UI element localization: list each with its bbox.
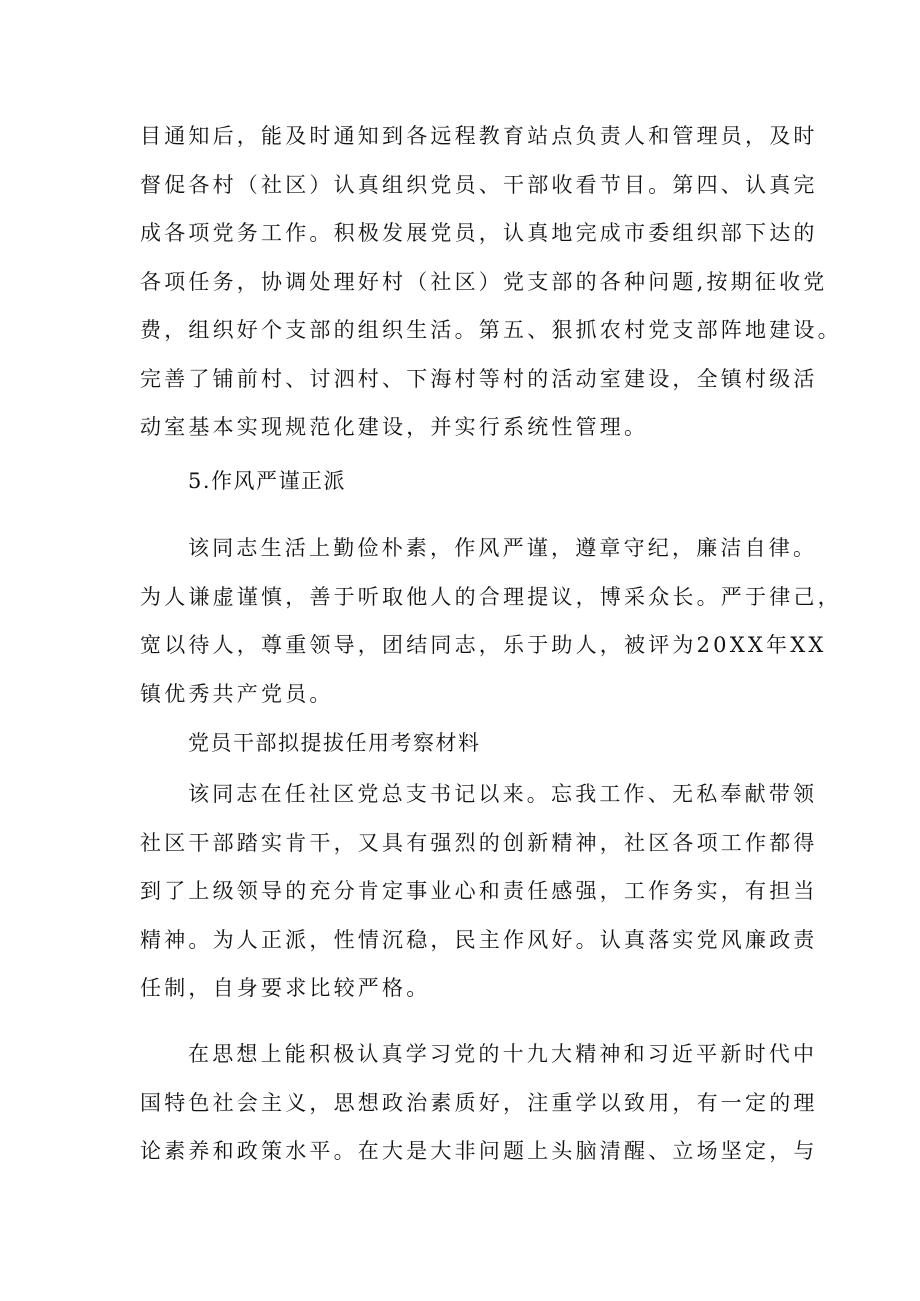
paragraph-line: 费，组织好个支部的组织生活。第五、狠抓农村党支部阵地建设。 xyxy=(140,318,842,342)
paragraph-4 xyxy=(140,1030,818,1176)
paragraph-1 xyxy=(140,112,842,452)
paragraph-line: 目通知后，能及时通知到各远程教育站点负责人和管理员，及时 xyxy=(140,124,818,148)
paragraph-line: 任制，自身要求比较严格。 xyxy=(140,976,431,1000)
paragraph-line: 精神。为人正派，性情沉稳，民主作风好。认真落实党风廉政责 xyxy=(140,927,818,952)
paragraph-line: 到了上级领导的充分肯定事业心和责任感强，工作务实，有担当 xyxy=(140,879,818,903)
paragraph-line: 各项任务，协调处理好村（社区）党支部的各种问题,按期征收党 xyxy=(140,269,828,294)
paragraph-line: 该同志生活上勤俭朴素，作风严谨，遵章守纪，廉洁自律。 xyxy=(188,536,818,560)
paragraph-line: 国特色社会主义，思想政治素质好，注重学以致用，有一定的理 xyxy=(140,1090,818,1115)
paragraph-line: 宽以待人，尊重领导，团结同志，乐于助人，被评为20XX年XX xyxy=(140,633,827,657)
paragraph-line: 为人谦虚谨慎，善于听取他人的合理提议，博采众长。严于律己， xyxy=(140,584,842,609)
paragraph-line: 成各项党务工作。积极发展党员，认真地完成市委组织部下达的 xyxy=(140,221,818,245)
paragraph-line: 动室基本实现规范化建设，并实行系统性管理。 xyxy=(140,415,649,439)
section-heading-style: 5.作风严谨正派 xyxy=(188,469,347,493)
paragraph-2 xyxy=(140,524,842,718)
section-heading-title: 党员干部拟提拔任用考察材料 xyxy=(188,731,481,755)
paragraph-line: 论素养和政策水平。在大是大非问题上头脑清醒、立场坚定，与 xyxy=(140,1139,818,1163)
paragraph-line: 镇优秀共产党员。 xyxy=(140,681,334,706)
paragraph-line: 该同志在任社区党总支书记以来。忘我工作、无私奉献带领 xyxy=(188,782,818,806)
paragraph-line: 完善了铺前村、讨泗村、下海村等村的活动室建设，全镇村级活 xyxy=(140,366,818,391)
paragraph-line: 督促各村（社区）认真组织党员、干部收看节目。第四、认真完 xyxy=(140,172,818,197)
paragraph-line: 社区干部踏实肯干，又具有强烈的创新精神，社区各项工作都得 xyxy=(140,830,818,855)
paragraph-line: 在思想上能积极认真学习党的十九大精神和习近平新时代中 xyxy=(188,1042,818,1066)
paragraph-3 xyxy=(140,770,818,1013)
